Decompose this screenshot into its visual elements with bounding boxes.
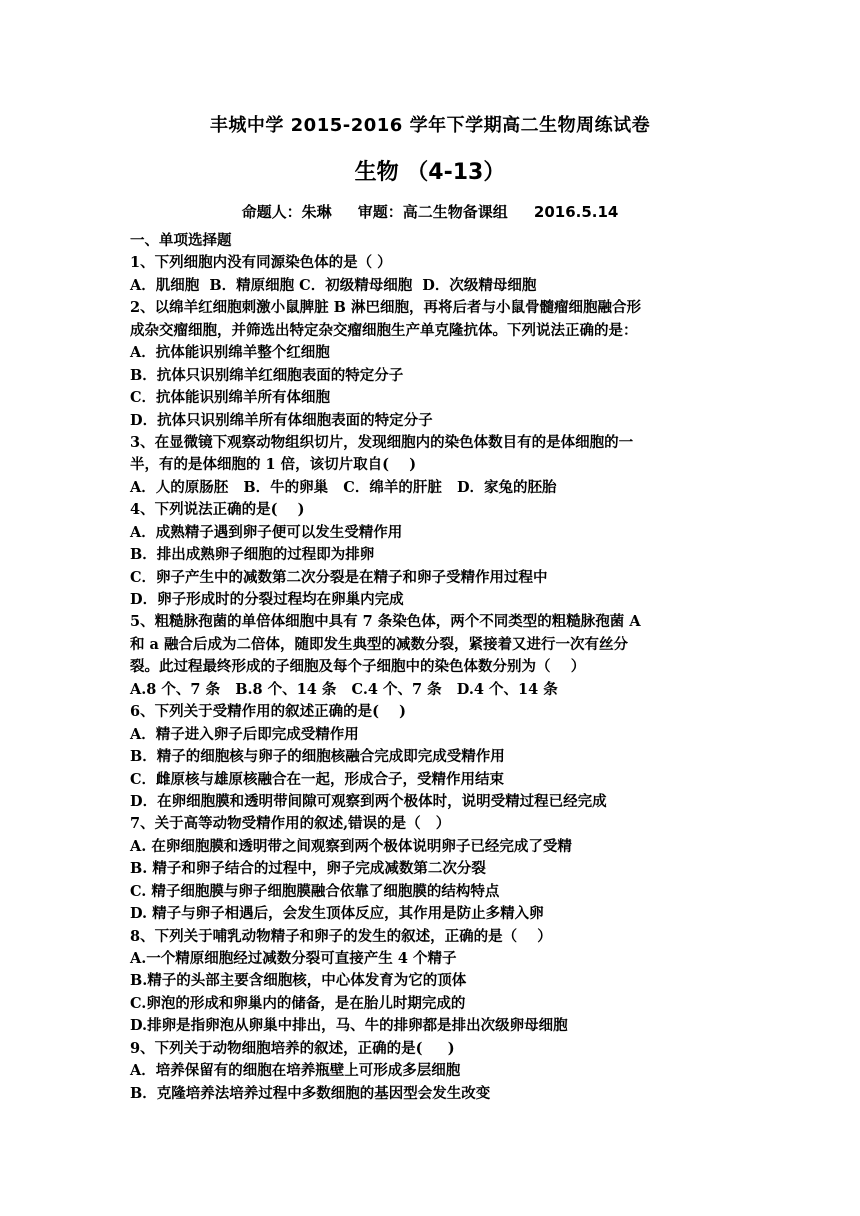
reviewer-label: 审题：高二生物备课组 [357, 203, 508, 221]
question-line: 半，有的是体细胞的 1 倍，该切片取自( ) [130, 456, 417, 474]
question-line: B．抗体只识别绵羊红细胞表面的特定分子 [130, 366, 404, 384]
question-line: B．排出成熟卵子细胞的过程即为排卵 [130, 546, 375, 564]
question-line: 4、下列说法正确的是( ) [130, 501, 305, 519]
question-line: D．卵子形成时的分裂过程均在卵巢内完成 [130, 591, 404, 608]
question-line: A．培养保留有的细胞在培养瓶壁上可形成多层细胞 [130, 1062, 461, 1080]
question-line: A.8 个、7 条 B.8 个、14 条 C.4 个、7 条 D.4 个、14 条 [130, 680, 558, 698]
question-line: B. 精子和卵子结合的过程中，卵子完成减数第二次分裂 [130, 860, 486, 878]
section-heading: 一、单项选择题 [130, 232, 232, 249]
question-line: D. 精子与卵子相遇后，会发生顶体反应，其作用是防止多精入卵 [130, 905, 544, 923]
question-line: 7、关于高等动物受精作用的叙述,错误的是（ ） [130, 815, 451, 833]
question-line: 5、粗糙脉孢菌的单倍体细胞中具有 7 条染色体，两个不同类型的粗糙脉孢菌 A [130, 613, 641, 631]
question-line: D．抗体只识别绵羊所有体细胞表面的特定分子 [130, 411, 433, 429]
question-line: C.卵泡的形成和卵巢内的储备，是在胎儿时期完成的 [130, 994, 466, 1012]
exam-body [130, 230, 740, 1105]
question-line: 8、下列关于哺乳动物精子和卵子的发生的叙述，正确的是（ ） [130, 927, 552, 945]
question-line: C．雌原核与雄原核融合在一起，形成合子，受精作用结束 [130, 770, 505, 788]
question-line: B．精子的细胞核与卵子的细胞核融合完成即完成受精作用 [130, 748, 505, 766]
question-line: 1、下列细胞内没有同源染色体的是（ ） [130, 254, 392, 272]
exam-title: 丰城中学 2015-2016 学年下学期高二生物周练试卷 [209, 115, 651, 136]
question-line: A. 在卵细胞膜和透明带之间观察到两个极体说明卵子已经完成了受精 [130, 837, 572, 855]
question-line: 9、下列关于动物细胞培养的叙述，正确的是( ) [130, 1039, 455, 1057]
question-line: B.精子的头部主要含细胞核，中心体发育为它的顶体 [130, 972, 467, 990]
question-line: B．克隆培养法培养过程中多数细胞的基因型会发生改变 [130, 1084, 491, 1102]
exam-subtitle: 生物 （4-13） [354, 160, 506, 185]
question-line: D．在卵细胞膜和透明带间隙可观察到两个极体时，说明受精过程已经完成 [130, 792, 607, 810]
question-line: A．人的原肠胚 B．牛的卵巢 C．绵羊的肝脏 D．家兔的胚胎 [130, 478, 557, 496]
question-line: A．成熟精子遇到卵子便可以发生受精作用 [130, 523, 403, 541]
question-line: 和 a 融合后成为二倍体，随即发生典型的减数分裂，紧接着又进行一次有丝分 [130, 635, 628, 653]
exam-date: 2016.5.14 [533, 203, 619, 221]
question-line: 裂。此过程最终形成的子细胞及每个子细胞中的染色体数分别为（ ） [130, 658, 586, 676]
question-line: A.一个精原细胞经过减数分裂可直接产生 4 个精子 [130, 950, 457, 967]
author-label: 命题人：朱琳 [241, 203, 332, 221]
exam-byline [0, 201, 860, 223]
question-line: 6、下列关于受精作用的叙述正确的是( ) [130, 703, 407, 721]
question-line: 3、在显微镜下观察动物组织切片，发现细胞内的染色体数目有的是体细胞的一 [130, 433, 634, 451]
question-line: 成杂交瘤细胞，并筛选出特定杂交瘤细胞生产单克隆抗体。下列说法正确的是： [130, 321, 638, 339]
question-line: C．卵子产生中的减数第二次分裂是在精子和卵子受精作用过程中 [130, 568, 548, 586]
question-line: A．抗体能识别绵羊整个红细胞 [130, 344, 330, 362]
question-line: 2、以绵羊红细胞刺激小鼠脾脏 B 淋巴细胞，再将后者与小鼠骨髓瘤细胞融合形 [130, 299, 641, 317]
question-line: C．抗体能识别绵羊所有体细胞 [130, 389, 331, 407]
question-line: D.排卵是指卵泡从卵巢中排出，马、牛的排卵都是排出次级卵母细胞 [130, 1017, 568, 1035]
question-line: A．精子进入卵子后即完成受精作用 [130, 725, 359, 743]
question-line: C. 精子细胞膜与卵子细胞膜融合依靠了细胞膜的结构特点 [130, 882, 500, 900]
question-line: A．肌细胞 B．精原细胞 C．初级精母细胞 D．次级精母细胞 [130, 276, 537, 294]
